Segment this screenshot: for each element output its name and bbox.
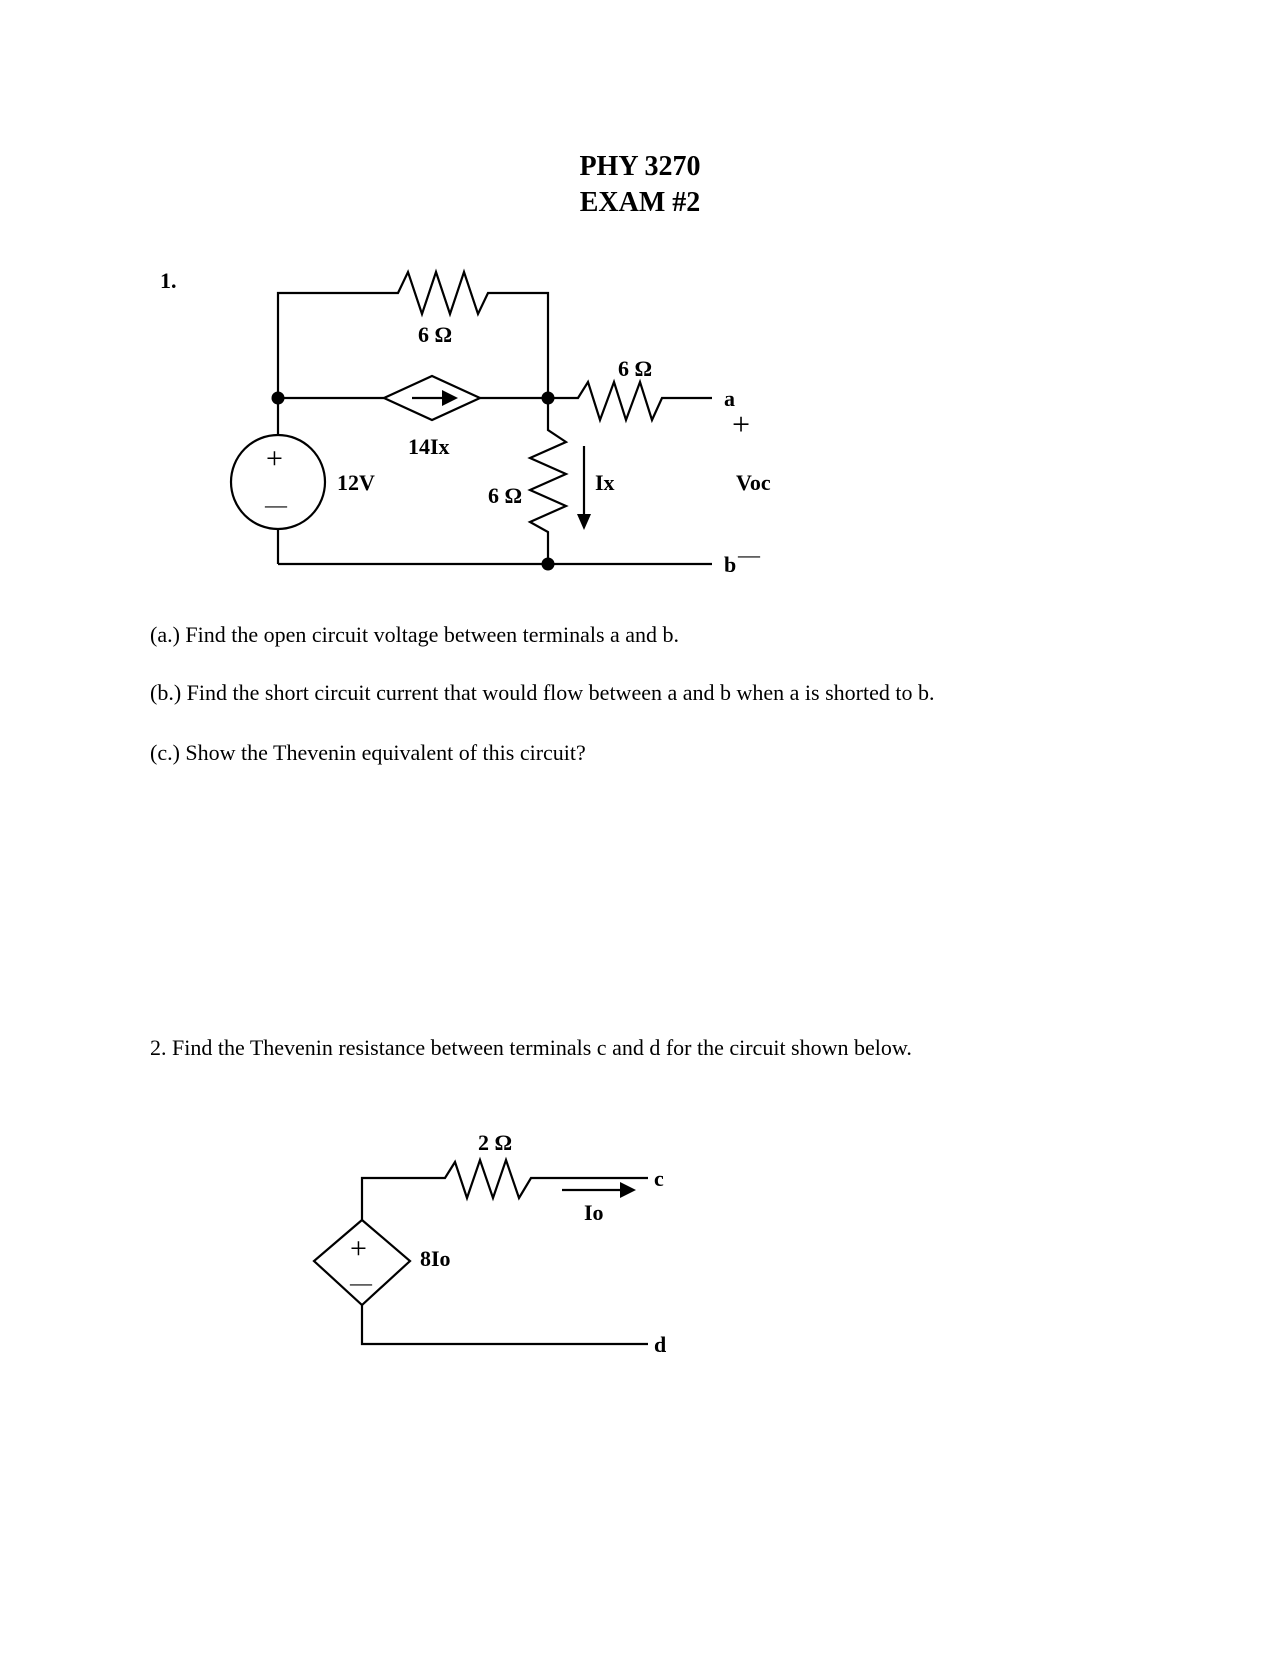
node-bottom bbox=[542, 558, 555, 571]
series-resistor bbox=[548, 382, 712, 420]
label-minus-2: — bbox=[350, 1270, 372, 1295]
label-source-minus: — bbox=[265, 492, 287, 517]
label-plus-2: + bbox=[350, 1232, 367, 1265]
label-terminal-a: a bbox=[724, 386, 735, 411]
io-arrow bbox=[620, 1182, 636, 1198]
label-source-plus: + bbox=[266, 442, 283, 475]
label-terminal-b: b bbox=[724, 552, 737, 577]
vertical-resistor bbox=[530, 398, 566, 564]
part-a-question: (a.) Find the open circuit voltage between terminals a and b. bbox=[150, 622, 680, 647]
label-dep-source: 14Ix bbox=[408, 434, 450, 459]
problem-1-number: 1. bbox=[160, 268, 177, 293]
circuit-2-bottom-wire bbox=[362, 1305, 648, 1344]
part-b-question: (b.) Find the short circuit current that would flow between a and b when a is shorted to b. bbox=[150, 680, 935, 705]
course-title: PHY 3270 bbox=[579, 151, 701, 182]
label-voltage-source: 12V bbox=[337, 470, 375, 495]
label-r-top: 6 Ω bbox=[418, 322, 453, 347]
label-voc: Voc bbox=[736, 470, 771, 495]
label-r-vertical: 6 Ω bbox=[488, 483, 523, 508]
label-terminal-c: c bbox=[654, 1166, 664, 1191]
label-ix: Ix bbox=[595, 470, 615, 495]
top-wire bbox=[278, 272, 548, 398]
dep-source-arrow bbox=[442, 390, 458, 406]
part-c-question: (c.) Show the Thevenin equivalent of this circuit? bbox=[150, 740, 586, 765]
problem-2-question: 2. Find the Thevenin resistance between terminals c and d for the circuit shown below. bbox=[150, 1035, 912, 1060]
label-plus: + bbox=[732, 406, 751, 442]
label-io: Io bbox=[584, 1200, 604, 1225]
label-terminal-d: d bbox=[654, 1332, 667, 1357]
ix-arrow bbox=[577, 514, 591, 530]
exam-title: EXAM #2 bbox=[579, 187, 701, 218]
node-left bbox=[272, 392, 285, 405]
label-dep-source-2: 8Io bbox=[420, 1246, 451, 1271]
node-middle bbox=[542, 392, 555, 405]
label-minus: — bbox=[738, 542, 760, 567]
label-r-series: 6 Ω bbox=[618, 356, 653, 381]
label-r-2: 2 Ω bbox=[478, 1130, 513, 1155]
